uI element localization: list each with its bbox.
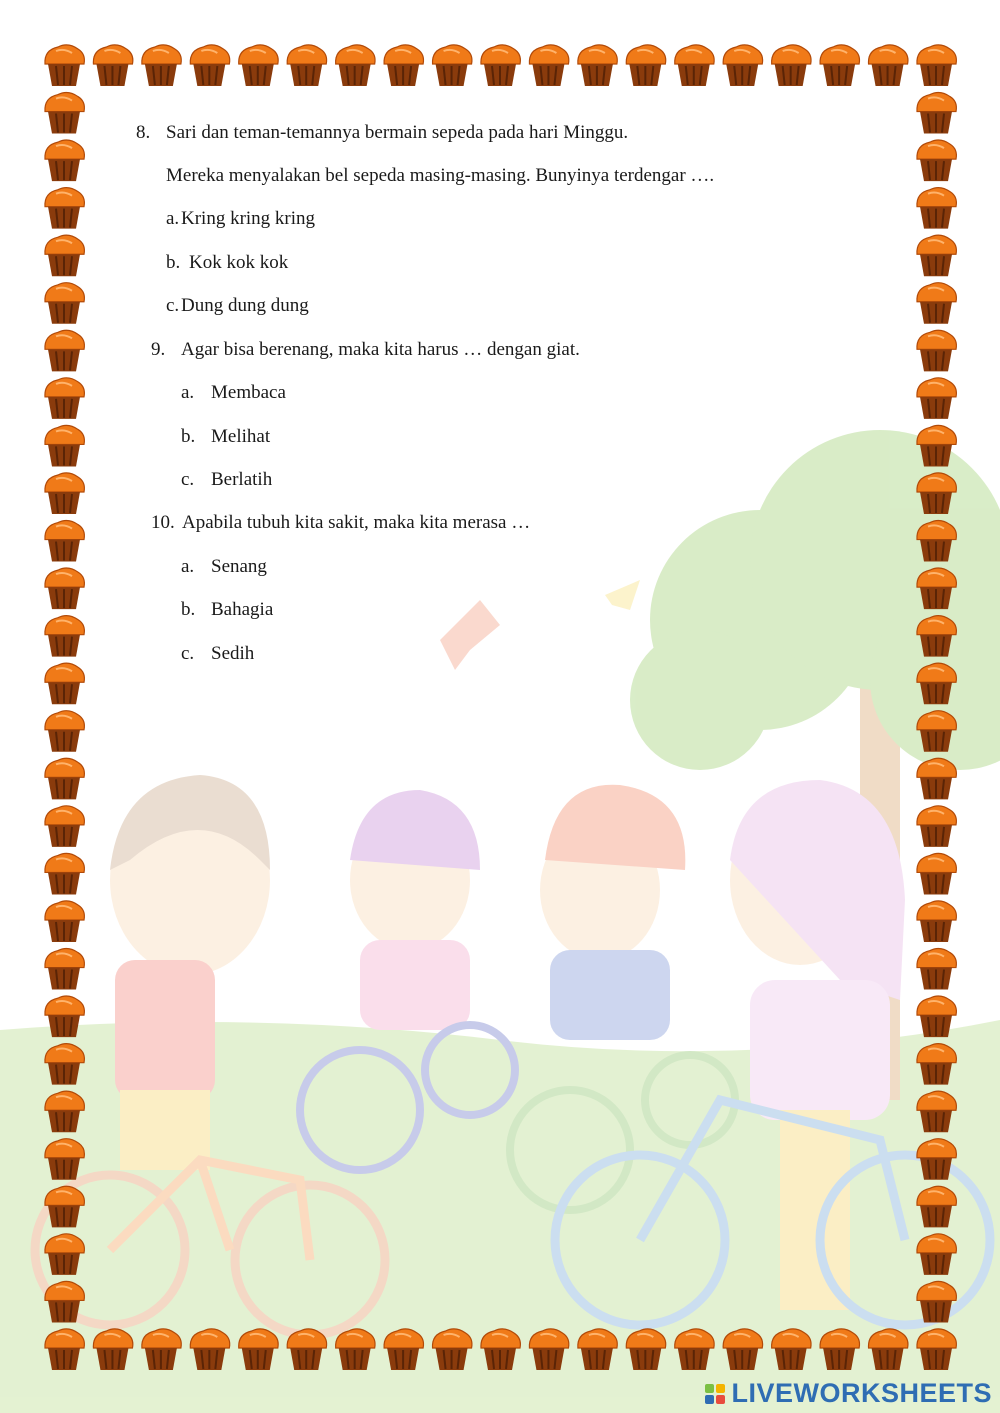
option-text[interactable]: Dung dung dung: [181, 295, 309, 316]
question-text: Agar bisa berenang, maka kita harus … dengan giat.: [181, 339, 580, 360]
question-text: Apabila tubuh kita sakit, maka kita merasa …: [182, 512, 531, 533]
option-text[interactable]: Membaca: [211, 382, 286, 403]
option-text[interactable]: Kok kok kok: [189, 252, 289, 273]
question-number: 8.: [136, 122, 151, 143]
option-letter: c.: [181, 643, 195, 664]
option-text[interactable]: Bahagia: [211, 599, 274, 620]
option-letter: a.: [166, 208, 180, 229]
option-text[interactable]: Berlatih: [211, 469, 273, 490]
option-letter: c.: [181, 469, 195, 490]
brand-name: LIVEWORKSHEETS: [731, 1378, 992, 1408]
option-letter: a.: [181, 382, 195, 403]
option-letter: a.: [181, 556, 195, 577]
option-text[interactable]: Kring kring kring: [181, 208, 316, 229]
logo-icon: [705, 1384, 725, 1404]
option-text[interactable]: Sedih: [211, 643, 255, 664]
option-letter: b.: [166, 252, 181, 273]
question-text: Mereka menyalakan bel sepeda masing-masing. Bunyinya terdengar ….: [166, 165, 715, 186]
option-text[interactable]: Senang: [211, 556, 267, 577]
option-letter: b.: [181, 599, 196, 620]
question-number: 9.: [151, 339, 166, 360]
option-text[interactable]: Melihat: [211, 426, 271, 447]
liveworksheets-logo[interactable]: [705, 1378, 992, 1409]
question-number: 10.: [151, 512, 175, 533]
option-letter: c.: [166, 295, 180, 316]
option-letter: b.: [181, 426, 196, 447]
question-text: Sari dan teman-temannya bermain sepeda pada hari Minggu.: [166, 122, 629, 143]
